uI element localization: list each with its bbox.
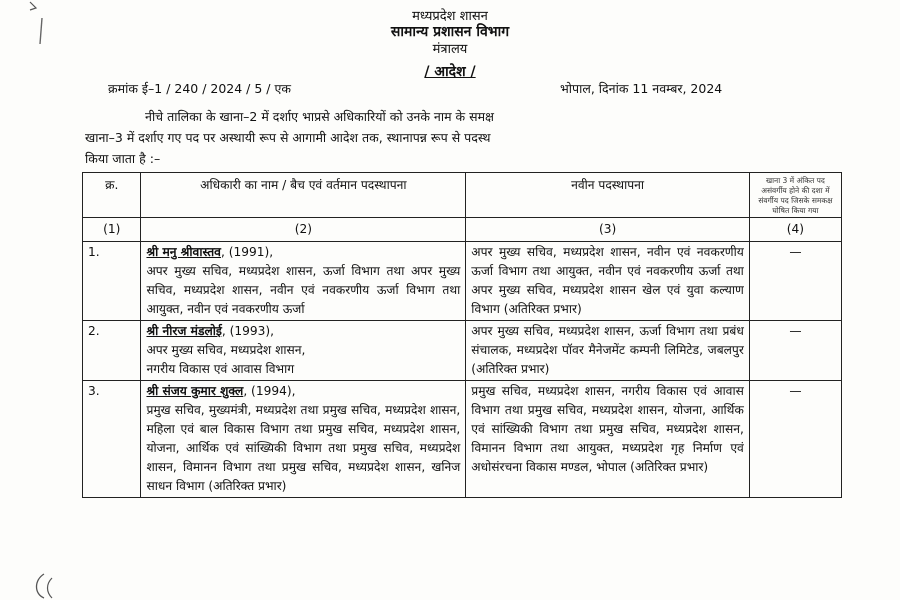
new-posting: अपर मुख्य सचिव, मध्यप्रदेश शासन, नवीन एवं नवकरणीय ऊर्जा विभाग तथा आयुक्त, नवीन एवं नवकरणीय ऊर्जा तथा अपर मुख्य सचिव, मध्यप्रदेश शासन खेल एवं युवा कल्याण विभाग (अतिरिक्त प्रभार) — [466, 242, 750, 321]
intro-paragraph — [85, 106, 820, 169]
row-serial: 3. — [83, 381, 141, 498]
new-posting: अपर मुख्य सचिव, मध्यप्रदेश शासन, ऊर्जा विभाग तथा प्रबंध संचालक, मध्यप्रदेश पॉवर मैनेजमेंट कम्पनी लिमिटेड, जबलपुर (अतिरिक्त प्रभार) — [466, 321, 750, 381]
column-number: (3) — [466, 218, 750, 242]
row-serial: 1. — [83, 242, 141, 321]
current-posting: अपर मुख्य सचिव, मध्यप्रदेश शासन, ऊर्जा विभाग तथा अपर मुख्य सचिव, मध्यप्रदेश शासन, नवीन एवं नवकरणीय ऊर्जा विभाग तथा आयुक्त, नवीन एवं नवकरणीय ऊर्जा — [146, 264, 461, 316]
header-ministry: मंत्रालय — [432, 42, 468, 57]
pen-mark-icon — [30, 570, 70, 600]
new-posting: प्रमुख सचिव, मध्यप्रदेश शासन, नगरीय विकास एवं आवास विभाग तथा प्रमुख सचिव, मध्यप्रदेश शासन, योजना, आर्थिक एवं सांख्यिकी विभाग तथा प्रमुख सचिव, मध्यप्रदेश शासन, विमानन विभाग तथा आयुक्त, मध्यप्रदेश गृह निर्माण एवं अधोसंरचना विकास मण्डल, भोपाल (अतिरिक्त प्रभार) — [466, 381, 750, 498]
officer-name: श्री मनु श्रीवास्तव — [146, 245, 221, 259]
officer-name: श्री नीरज मंडलोई — [146, 324, 222, 338]
equivalent-post: — — [749, 242, 841, 321]
order-title: / आदेश / — [424, 64, 476, 80]
column-number-row — [83, 218, 842, 242]
column-number: (2) — [141, 218, 466, 242]
header-department: सामान्य प्रशासन विभाग — [390, 24, 510, 40]
table-header-row — [83, 173, 842, 218]
header-state: मध्यप्रदेश शासन — [412, 9, 488, 24]
order-date: भोपाल, दिनांक 11 नवम्बर, 2024 — [560, 81, 723, 96]
posting-table — [82, 172, 842, 498]
officer-cell — [141, 381, 466, 498]
officer-cell — [141, 321, 466, 381]
order-number: क्रमांक ई–1 / 240 / 2024 / 5 / एक — [108, 81, 291, 96]
header-equivalent-post: खाना 3 में अंकित पद असंवर्गीय होने की दशा में संवर्गीय पद जिसके समकक्ष घोषित किया गया — [749, 173, 841, 218]
intro-line-3: किया जाता है :– — [85, 151, 161, 166]
header-serial: क्र. — [83, 173, 141, 218]
intro-line-1: नीचे तालिका के खाना–2 में दर्शाए भाप्रसे अधिकारियों को उनके नाम के समक्ष — [145, 109, 495, 124]
equivalent-post: — — [749, 381, 841, 498]
row-serial: 2. — [83, 321, 141, 381]
officer-cell — [141, 242, 466, 321]
officer-name: श्री संजय कुमार शुक्ल — [146, 384, 244, 398]
current-posting: प्रमुख सचिव, मुख्यमंत्री, मध्यप्रदेश तथा प्रमुख सचिव, मध्यप्रदेश शासन, महिला एवं बाल विकास विभाग तथा प्रमुख सचिव, मध्यप्रदेश शासन, योजना, आर्थिक एवं सांख्यिकी विभाग तथा प्रमुख सचिव, मध्यप्रदेश शासन, विमानन विभाग तथा प्रमुख सचिव, मध्यप्रदेश शासन, खनिज साधन विभाग (अतिरिक्त प्रभार) — [146, 403, 461, 493]
table-row — [83, 381, 842, 498]
officer-batch: , (1994), — [243, 384, 296, 398]
intro-line-2: खाना–3 में दर्शाए गए पद पर अस्थायी रूप से आगामी आदेश तक, स्थानापन्न रूप से पदस्थ — [85, 130, 491, 145]
table-row — [83, 242, 842, 321]
header-officer: अधिकारी का नाम / बैच एवं वर्तमान पदस्थापना — [141, 173, 466, 218]
officer-batch: , (1993), — [221, 324, 275, 338]
officer-batch: , (1991), — [220, 245, 274, 259]
table-row — [83, 321, 842, 381]
column-number: (4) — [749, 218, 841, 242]
header-new-posting: नवीन पदस्थापना — [466, 173, 750, 218]
column-number: (1) — [83, 218, 141, 242]
current-posting: अपर मुख्य सचिव, मध्यप्रदेश शासन, नगरीय विकास एवं आवास विभाग — [146, 343, 306, 376]
equivalent-post: — — [749, 321, 841, 381]
